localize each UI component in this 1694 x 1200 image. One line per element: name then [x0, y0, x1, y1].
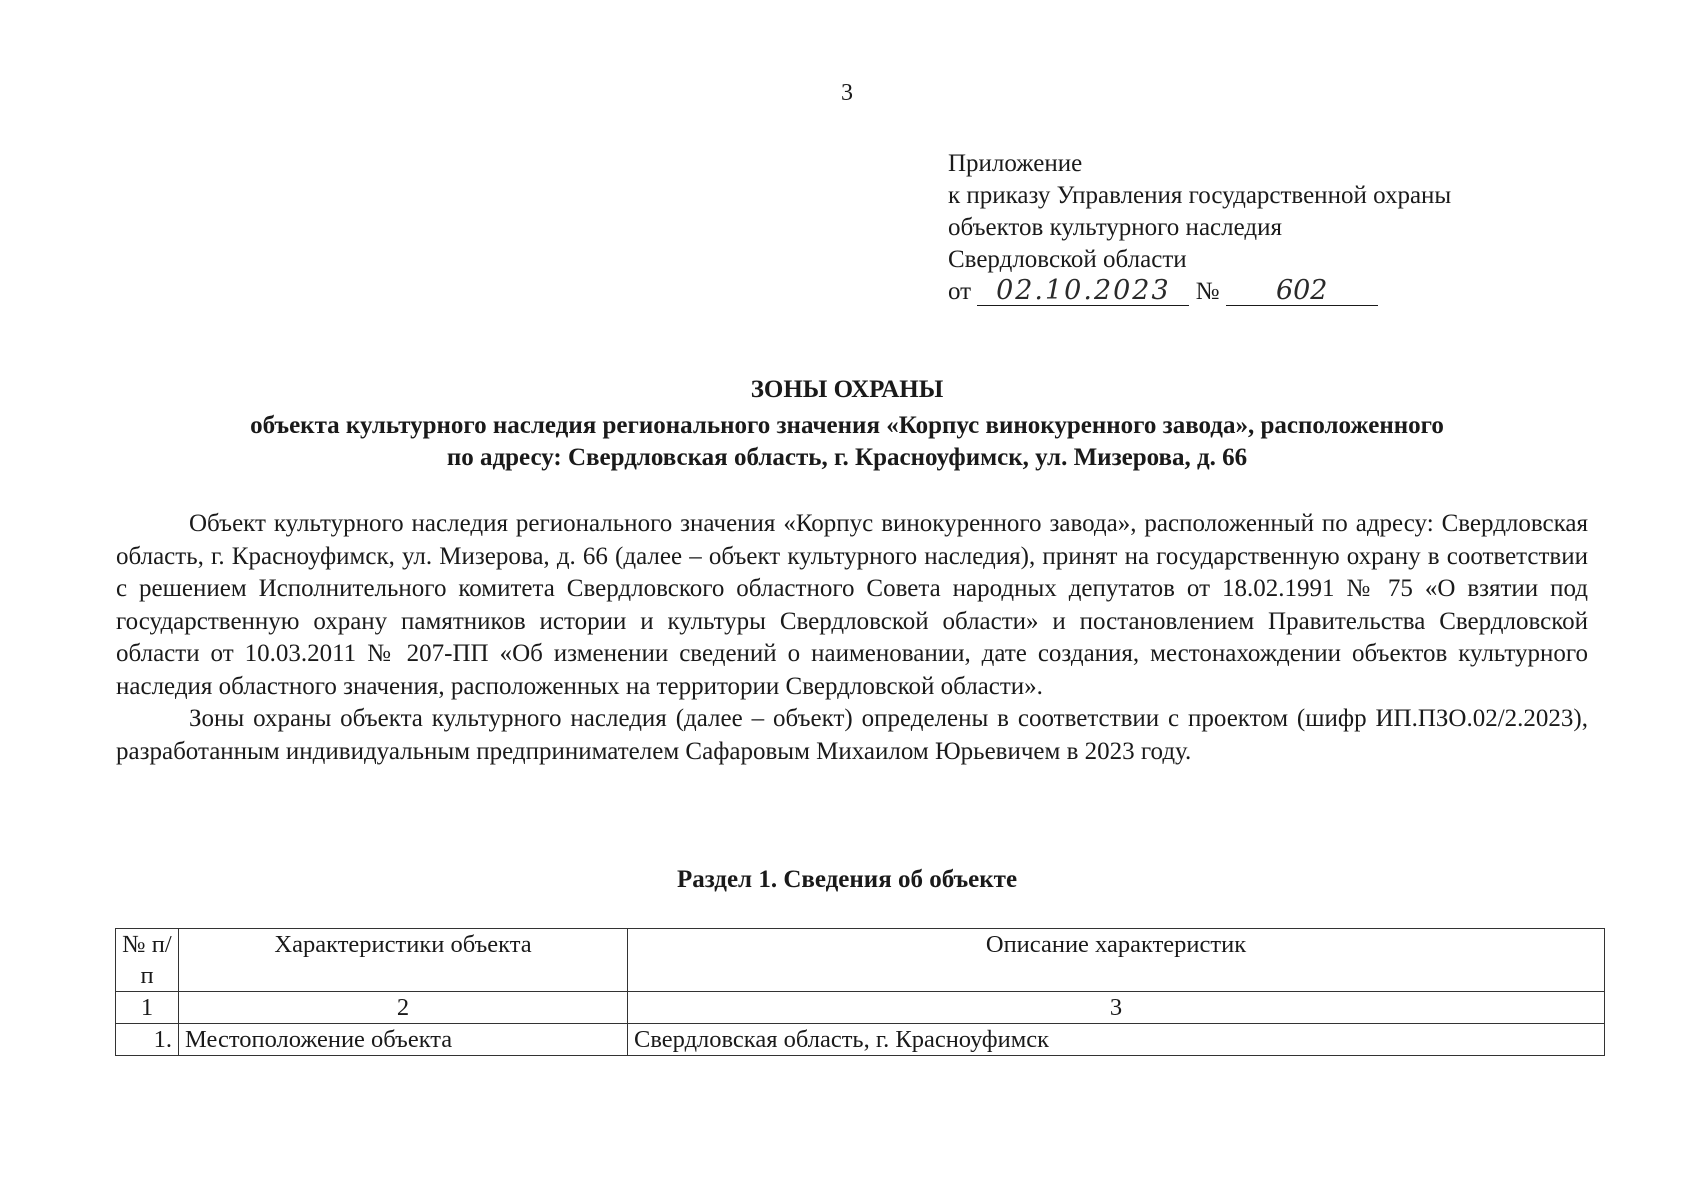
paragraph: Объект культурного наследия регионального значения «Корпус винокуренного завода», расположенный по адресу: Свердловская область, г. Красноуфимск, ул. Мизерова, д. 66 (далее – объект культурного наследия), принят на государственную охрану в соответствии с решением Исполнительного комитета Свердловского областного Совета народных депутатов от 18.02.1991 № 75 «О взятии под государственную охрану памятников истории и культуры Свердловской области» и постановлением Правительства Свердловской области от 10.03.2011 № 207-ПП «Об изменении сведений о наименовании, дате создания, местонахождении объектов культурного наследия областного значения, расположенных на территории Свердловской области».: [116, 510, 1588, 700]
handwritten-number: 602: [1226, 277, 1378, 306]
table-row: [116, 1024, 1605, 1056]
paragraph: Зоны охраны объекта культурного наследия (далее – объект) определены в соответствии с проектом (шифр ИП.ПЗО.02/2.2023), разработанным индивидуальным предпринимателем Сафаровым Михаилом Юрьевичем в 2023 году.: [116, 705, 1588, 765]
appendix-line: к приказу Управления государственной охраны: [948, 182, 1452, 209]
document-subtitle-line1: объекта культурного наследия регионального значения «Корпус винокуренного завода», расположенного: [250, 412, 1444, 439]
table-column-numbers-row: [116, 992, 1605, 1024]
date-prefix: от: [948, 278, 972, 305]
appendix-block: [948, 148, 1648, 308]
column-number-cell: 1: [116, 992, 179, 1024]
appendix-line: Свердловской области: [948, 246, 1187, 273]
number-prefix: №: [1195, 278, 1220, 305]
document-subtitle-line2: по адресу: Свердловская область, г. Красноуфимск, ул. Мизерова, д. 66: [446, 444, 1248, 471]
header-cell-characteristics: Характеристики объекта: [179, 929, 628, 992]
table-cell-number: 1.: [116, 1024, 179, 1056]
column-number-cell: 2: [179, 992, 628, 1024]
section-title: Раздел 1. Сведения об объекте: [676, 866, 1018, 893]
body-text: [116, 508, 1588, 768]
table-header-row: [116, 929, 1605, 992]
object-info-table: [115, 928, 1605, 1056]
appendix-date-line: [948, 276, 1648, 308]
table-cell-description: Свердловская область, г. Красноуфимск: [628, 1024, 1605, 1056]
header-cell-number: № п/п: [116, 929, 179, 992]
appendix-line: объектов культурного наследия: [948, 214, 1282, 241]
table-cell-characteristic: Местоположение объекта: [179, 1024, 628, 1056]
page-number: 3: [841, 80, 853, 106]
header-cell-description: Описание характеристик: [628, 929, 1605, 992]
appendix-line: Приложение: [948, 150, 1083, 177]
document-title: ЗОНЫ ОХРАНЫ: [750, 376, 944, 403]
column-number-cell: 3: [628, 992, 1605, 1024]
handwritten-date: 02.10.2023: [977, 277, 1189, 306]
